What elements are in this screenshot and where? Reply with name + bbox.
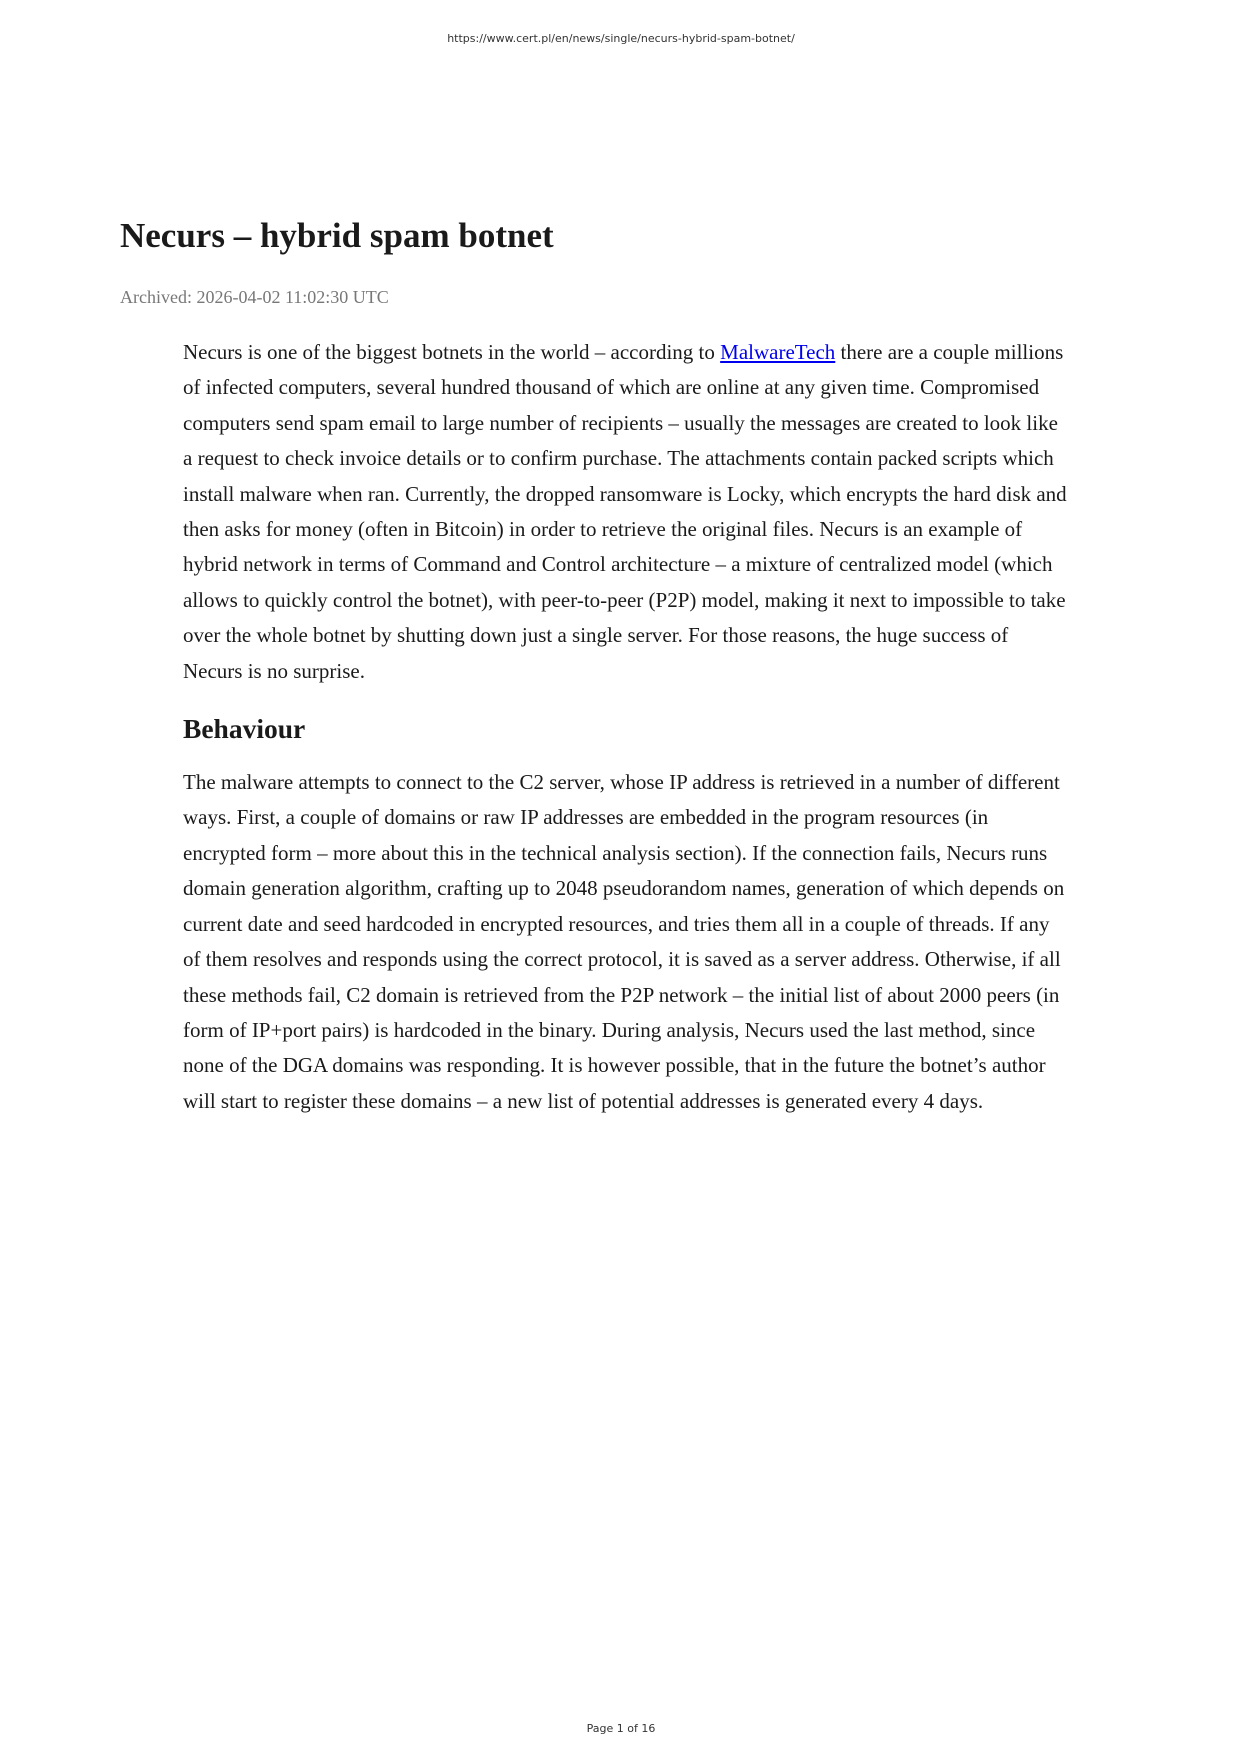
intro-text-end: there are a couple millions of infected computers, several hundred thousand of which are online at any given time. Compromised computers send spam email to large number of recipients – usually the messages are created to look like a request to check invoice details or to confirm purchase. The attachments contain packed scripts which install malware when ran. Currently, the dropped ransomware is Locky, which encrypts the hard disk and then asks for money (often in Bitcoin) in order to retrieve the original files. Necurs is an example of hybrid network in terms of Command and Control architecture – a mixture of centralized model (which allows to quickly control the botnet), with peer-to-peer (P2P) model, making it next to impossible to take over the whole botnet by shutting down just a single server. For those reasons, the huge success of Necurs is no surprise. (183, 340, 1067, 683)
article-body (183, 335, 1068, 1119)
page-number: Page 1 of 16 (586, 1722, 656, 1735)
section-heading-behaviour: Behaviour (183, 713, 306, 745)
page-title: Necurs – hybrid spam botnet (120, 216, 554, 255)
malwaretech-link[interactable]: MalwareTech (720, 340, 836, 364)
intro-paragraph (183, 335, 1068, 689)
page-url: https://www.cert.pl/en/news/single/necurs-hybrid-spam-botnet/ (447, 32, 795, 45)
behaviour-paragraph: The malware attempts to connect to the C2 server, whose IP address is retrieved in a number of different ways. First, a couple of domains or raw IP addresses are embedded in the program resources (in encrypted form – more about this in the technical analysis section). If the connection fails, Necurs runs domain generation algorithm, crafting up to 2048 pseudorandom names, generation of which depends on current date and seed hardcoded in encrypted resources, and tries them all in a couple of threads. If any of them resolves and responds using the correct protocol, it is saved as a server address. Otherwise, if all these methods fail, C2 domain is retrieved from the P2P network – the initial list of about 2000 peers (in form of IP+port pairs) is hardcoded in the binary. During analysis, Necurs used the last method, since none of the DGA domains was responding. It is however possible, that in the future the botnet’s author will start to register these domains – a new list of potential addresses is generated every 4 days. (183, 770, 1065, 1113)
intro-text-start: Necurs is one of the biggest botnets in the world – according to (183, 340, 721, 364)
archived-timestamp: Archived: 2026-04-02 11:02:30 UTC (120, 287, 389, 307)
